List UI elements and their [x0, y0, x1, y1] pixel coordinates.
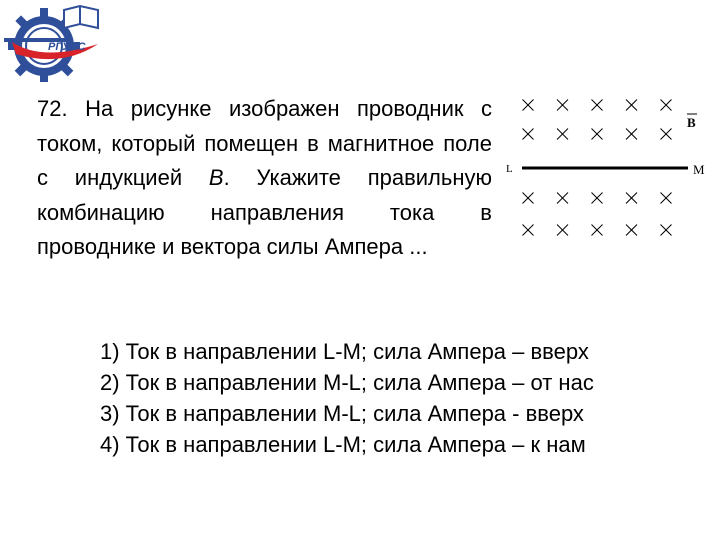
answer-option-2: 2) Ток в направлении M-L; сила Ампера – от нас [100, 370, 594, 395]
field-symbol-b: B [208, 165, 224, 190]
answer-options [100, 336, 594, 460]
field-cross-marker [523, 129, 534, 140]
field-cross-marker [557, 129, 568, 140]
field-cross-marker [557, 100, 568, 111]
field-cross-marker [626, 193, 637, 204]
field-cross-marker [592, 100, 603, 111]
logo-text: РГУПС [48, 41, 86, 53]
university-logo [2, 2, 106, 82]
answer-option-1: 1) Ток в направлении L-M; сила Ампера – вверх [100, 339, 589, 364]
field-cross-marker [661, 129, 672, 140]
question-text-before: 72. На рисунке изображен проводник с током, который помещен в магнитное поле с индукцией [37, 96, 492, 190]
field-cross-marker [523, 225, 534, 236]
field-cross-marker [523, 100, 534, 111]
field-cross-marker [661, 100, 672, 111]
field-cross-marker [626, 225, 637, 236]
field-cross-marker [661, 193, 672, 204]
label-l: L [506, 163, 513, 175]
field-cross-marker [557, 193, 568, 204]
field-cross-marker [592, 193, 603, 204]
field-cross-marker [626, 100, 637, 111]
question-text [37, 92, 492, 265]
field-cross-marker [626, 129, 637, 140]
answer-option-4: 4) Ток в направлении L-M; сила Ампера – к нам [100, 432, 586, 457]
magnetic-field-figure [500, 90, 715, 250]
field-cross-marker [557, 225, 568, 236]
answer-option-3: 3) Ток в направлении M-L; сила Ампера - вверх [100, 401, 584, 426]
field-cross-marker [661, 225, 672, 236]
field-cross-marker [592, 129, 603, 140]
label-b: B [687, 115, 696, 130]
field-cross-marker [592, 225, 603, 236]
field-cross-marker [523, 193, 534, 204]
question-text-after: . Укажите правильную комбинацию направления тока в проводнике и вектора силы Ампера ... [37, 165, 492, 259]
label-m: M [693, 162, 705, 177]
